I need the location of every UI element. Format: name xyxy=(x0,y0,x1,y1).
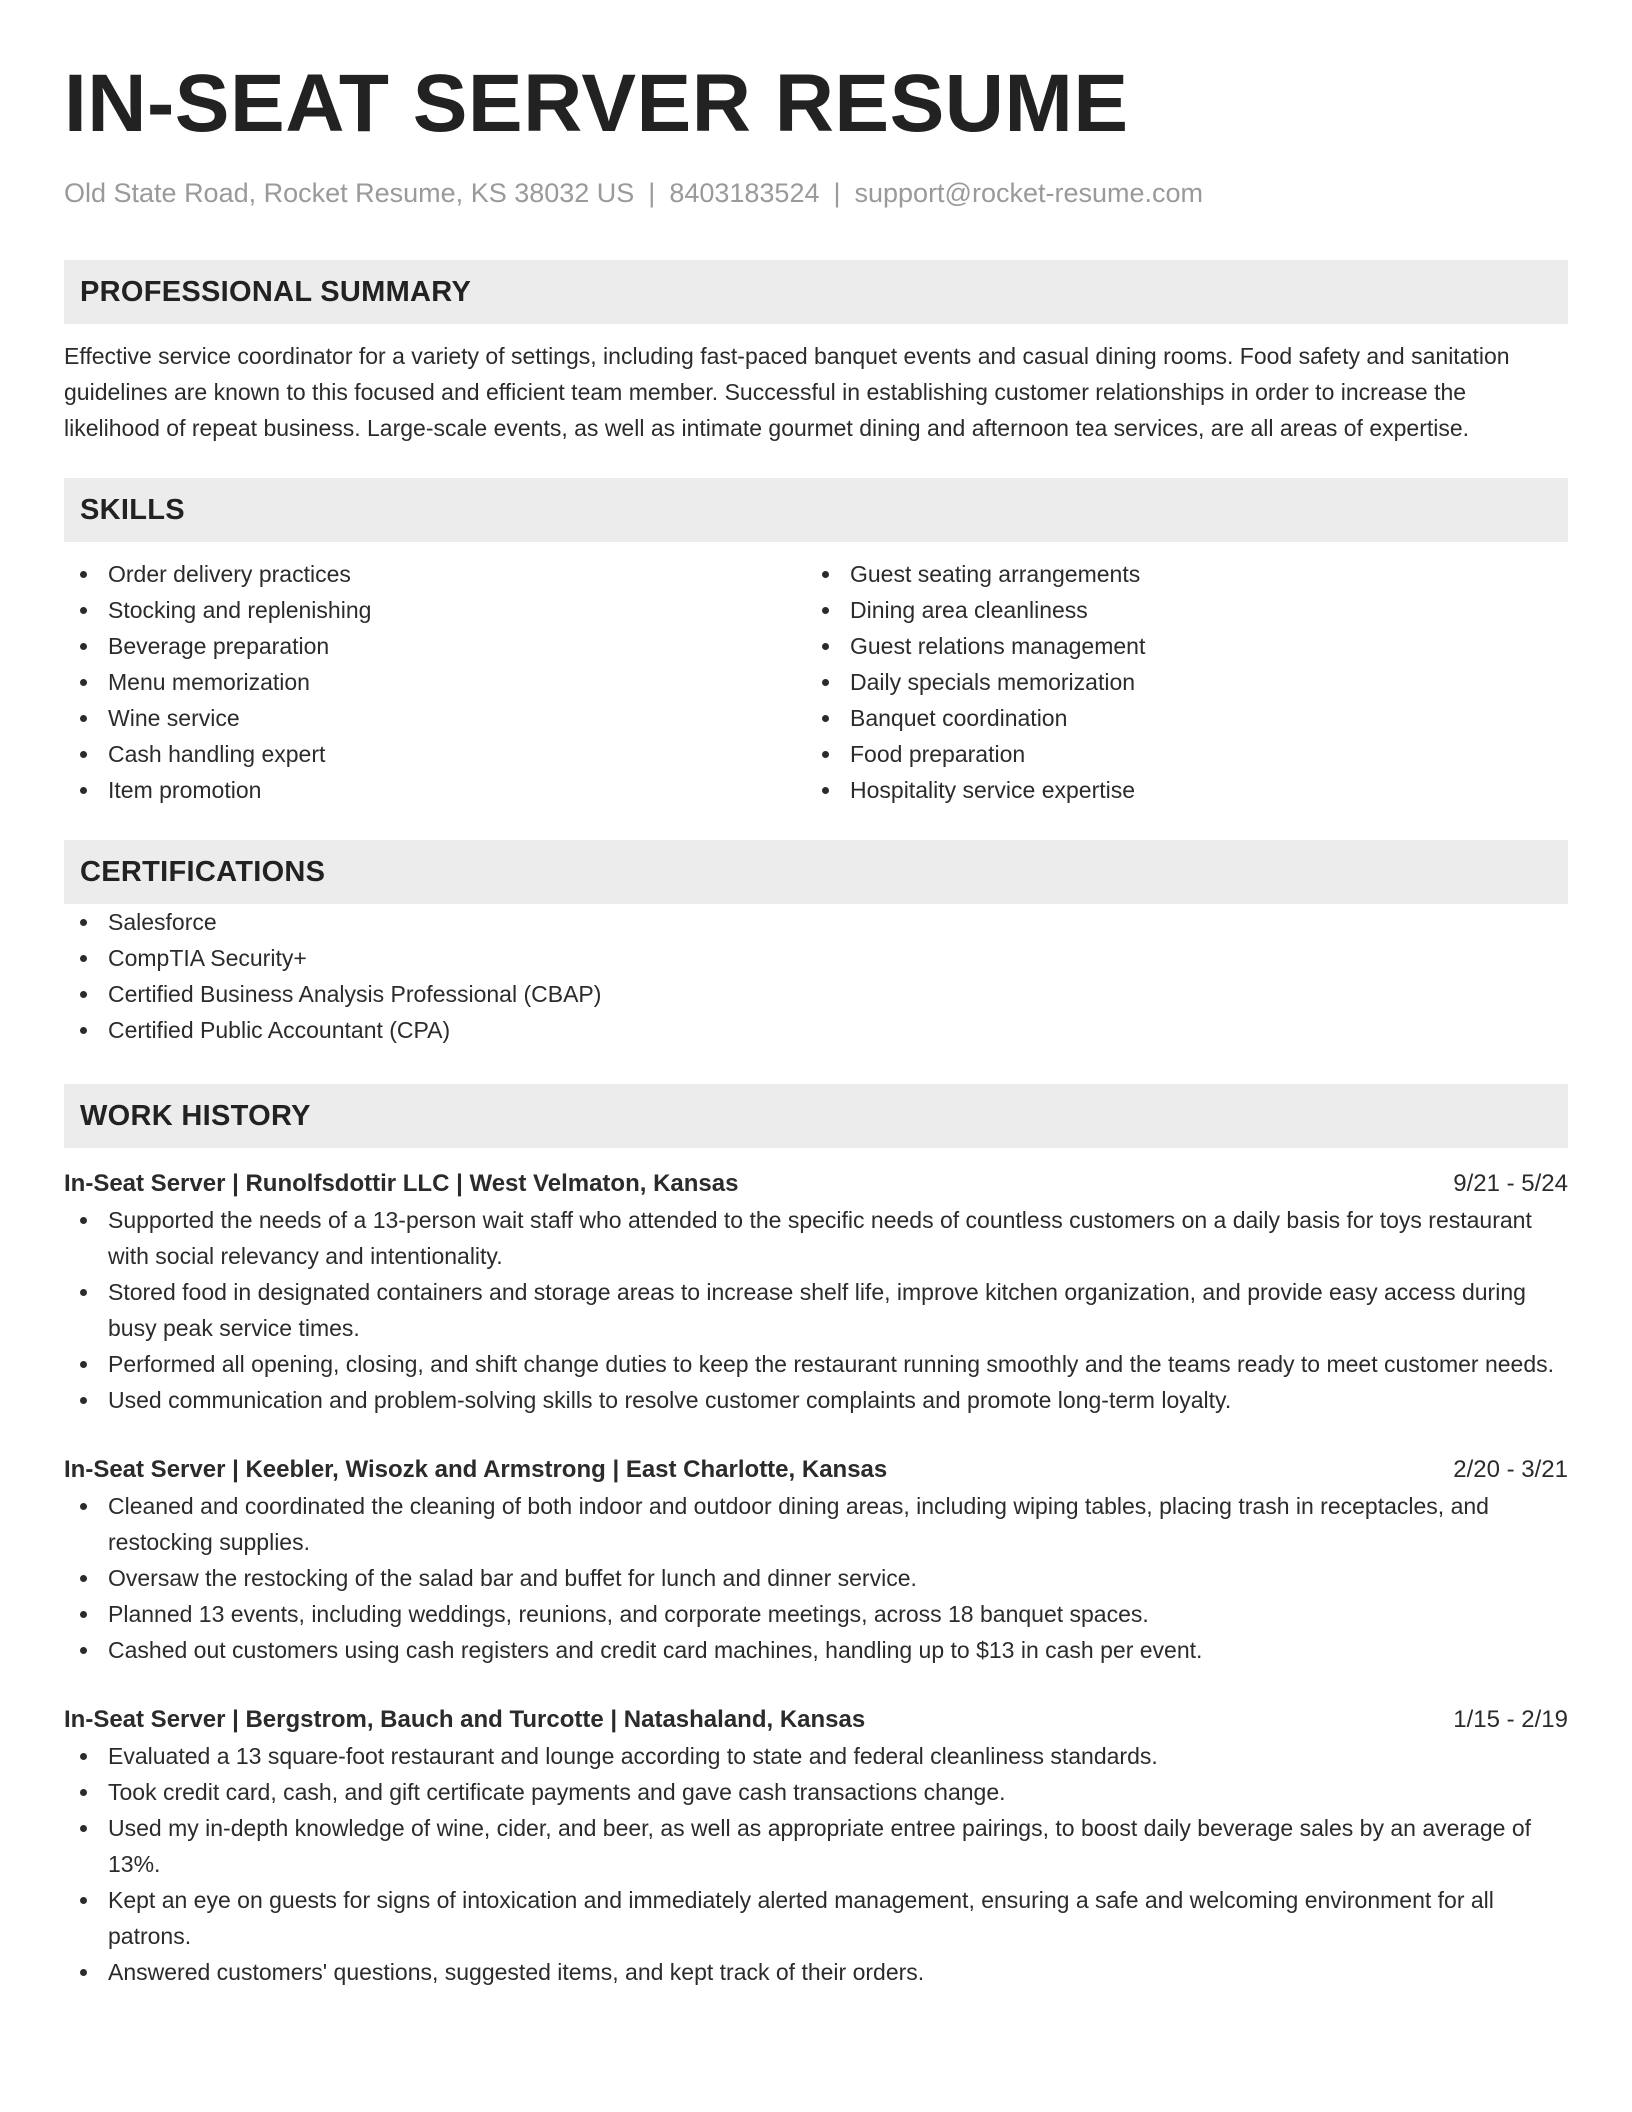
job-bullet: Used communication and problem-solving skills to resolve customer complaints and promote long-term loyalty. xyxy=(64,1382,1568,1418)
job-title: In-Seat Server | Runolfsdottir LLC | West Velmaton, Kansas xyxy=(64,1170,739,1197)
contact-phone: 8403183524 xyxy=(669,178,820,208)
job-bullet: Performed all opening, closing, and shift change duties to keep the restaurant running smoothly and the teams ready to meet customer needs. xyxy=(64,1346,1568,1382)
job-bullet: Used my in-depth knowledge of wine, cider, and beer, as well as appropriate entree pairings, to boost daily beverage sales by an average of 13%. xyxy=(64,1810,1568,1882)
job-bullet: Answered customers' questions, suggested items, and kept track of their orders. xyxy=(64,1954,1568,1990)
skill-item: Daily specials memorization xyxy=(806,664,1548,700)
job-header xyxy=(64,1702,1568,1738)
skill-item: Dining area cleanliness xyxy=(806,592,1548,628)
job-bullets xyxy=(64,1738,1568,1990)
contact-separator: | xyxy=(833,178,841,208)
skills-list-right xyxy=(806,556,1548,808)
skill-item: Order delivery practices xyxy=(64,556,806,592)
job-bullets xyxy=(64,1202,1568,1418)
skill-item: Wine service xyxy=(64,700,806,736)
job-bullet: Took credit card, cash, and gift certificate payments and gave cash transactions change. xyxy=(64,1774,1568,1810)
job-bullet: Stored food in designated containers and storage areas to increase shelf life, improve kitchen organization, and provide easy access during busy peak service times. xyxy=(64,1274,1568,1346)
contact-address: Old State Road, Rocket Resume, KS 38032 US xyxy=(64,178,635,208)
job-title: In-Seat Server | Bergstrom, Bauch and Turcotte | Natashaland, Kansas xyxy=(64,1706,866,1733)
job-header xyxy=(64,1452,1568,1488)
skill-item: Guest seating arrangements xyxy=(806,556,1548,592)
job-bullet: Supported the needs of a 13-person wait staff who attended to the specific needs of countless customers on a daily basis for toys restaurant with social relevancy and intentionality. xyxy=(64,1202,1568,1274)
certification-item: Certified Public Accountant (CPA) xyxy=(64,1012,1568,1048)
skill-item: Food preparation xyxy=(806,736,1548,772)
resume-title: IN-SEAT SERVER RESUME xyxy=(64,58,1129,149)
job-bullet: Oversaw the restocking of the salad bar and buffet for lunch and dinner service. xyxy=(64,1560,1568,1596)
contact-line xyxy=(64,176,1568,210)
skill-item: Stocking and replenishing xyxy=(64,592,806,628)
job-bullet: Evaluated a 13 square-foot restaurant and lounge according to state and federal cleanliness standards. xyxy=(64,1738,1568,1774)
skill-item: Menu memorization xyxy=(64,664,806,700)
summary-heading: PROFESSIONAL SUMMARY xyxy=(64,260,1568,324)
resume-page xyxy=(64,0,1568,1990)
skills-grid xyxy=(64,556,1568,808)
skills-list-left xyxy=(64,556,806,808)
certification-item: CompTIA Security+ xyxy=(64,940,1568,976)
certification-item: Certified Business Analysis Professional (CBAP) xyxy=(64,976,1568,1012)
job-entry xyxy=(64,1702,1568,1990)
work-history-heading: WORK HISTORY xyxy=(64,1084,1568,1148)
job-dates: 1/15 - 2/19 xyxy=(1453,1706,1568,1733)
job-bullet: Cashed out customers using cash registers and credit card machines, handling up to $13 in cash per event. xyxy=(64,1632,1568,1668)
job-header xyxy=(64,1166,1568,1202)
job-bullets xyxy=(64,1488,1568,1668)
job-dates: 2/20 - 3/21 xyxy=(1453,1456,1568,1483)
job-bullet: Planned 13 events, including weddings, reunions, and corporate meetings, across 18 banquet spaces. xyxy=(64,1596,1568,1632)
skill-item: Beverage preparation xyxy=(64,628,806,664)
job-title: In-Seat Server | Keebler, Wisozk and Armstrong | East Charlotte, Kansas xyxy=(64,1456,888,1483)
job-entry xyxy=(64,1452,1568,1668)
skill-item: Guest relations management xyxy=(806,628,1548,664)
contact-separator: | xyxy=(648,178,656,208)
contact-email: support@rocket-resume.com xyxy=(854,178,1204,208)
job-entry xyxy=(64,1166,1568,1418)
job-bullet: Cleaned and coordinated the cleaning of both indoor and outdoor dining areas, including wiping tables, placing trash in receptacles, and restocking supplies. xyxy=(64,1488,1568,1560)
skill-item: Cash handling expert xyxy=(64,736,806,772)
skills-heading: SKILLS xyxy=(64,478,1568,542)
certification-item: Salesforce xyxy=(64,904,1568,940)
job-bullet: Kept an eye on guests for signs of intoxication and immediately alerted management, ensuring a safe and welcoming environment for all patrons. xyxy=(64,1882,1568,1954)
skills-column-right xyxy=(806,556,1548,808)
skill-item: Banquet coordination xyxy=(806,700,1548,736)
skill-item: Hospitality service expertise xyxy=(806,772,1548,808)
job-dates: 9/21 - 5/24 xyxy=(1453,1170,1568,1197)
skill-item: Item promotion xyxy=(64,772,806,808)
summary-text: Effective service coordinator for a variety of settings, including fast-paced banquet events and casual dining rooms. Food safety and sanitation guidelines are known to this focused and efficient team member. Successful in establishing customer relationships in order to increase the likelihood of repeat business. Large-scale events, as well as intimate gourmet dining and afternoon tea services, are all areas of expertise. xyxy=(64,343,1510,441)
skills-column-left xyxy=(64,556,806,808)
certifications-heading: CERTIFICATIONS xyxy=(64,840,1568,904)
certifications-list xyxy=(64,904,1568,1048)
